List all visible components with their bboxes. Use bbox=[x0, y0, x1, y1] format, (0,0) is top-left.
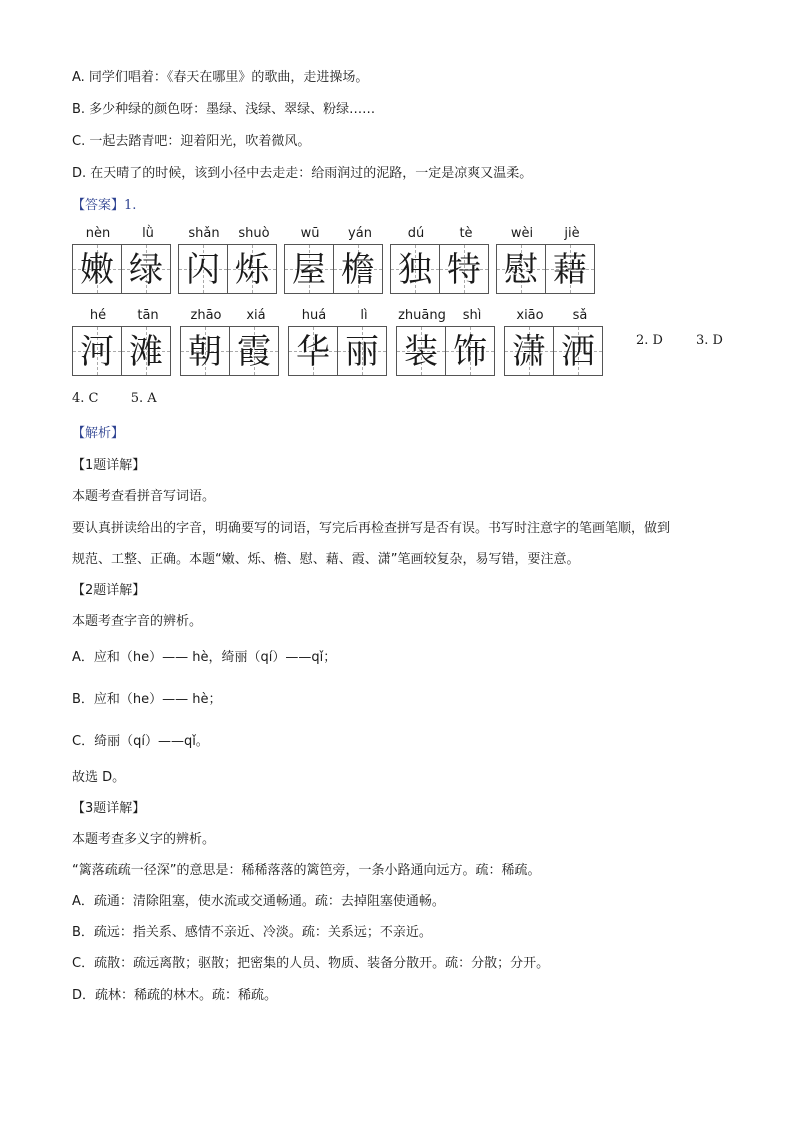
q1-title: 【1题详解】 bbox=[72, 458, 146, 473]
q3-paragraph: “篱落疏疏一径深”的意思是：稀稀落落的篱笆旁，一条小路通向远方。疏：稀疏。 bbox=[72, 863, 541, 878]
pinyin-grid-row-2 bbox=[72, 308, 772, 388]
hanzi: 烁 bbox=[235, 250, 269, 290]
pinyin: lì bbox=[360, 308, 368, 323]
hanzi: 滩 bbox=[129, 332, 163, 372]
pinyin: tè bbox=[459, 226, 473, 241]
pinyin: hé bbox=[89, 308, 107, 323]
q2-title: 【2题详解】 bbox=[72, 583, 146, 598]
pinyin: sǎ bbox=[572, 308, 588, 323]
q2-option-a: A．应和（he）—— hè，绮丽（qí）——qǐ； bbox=[72, 650, 337, 665]
q3-option-c: C．疏散：疏远离散；驱散；把密集的人员、物质、装备分散开。疏：分散；分开。 bbox=[72, 956, 550, 971]
answer-5: 5. A bbox=[130, 391, 157, 406]
q3-option-d: D．疏林：稀疏的林木。疏：稀疏。 bbox=[72, 988, 278, 1003]
hanzi: 嫩 bbox=[80, 250, 114, 290]
pinyin: lǜ bbox=[142, 226, 154, 241]
pinyin: shǎn bbox=[188, 226, 220, 241]
analysis-label: 【解析】 bbox=[72, 426, 125, 441]
pinyin: tān bbox=[137, 308, 159, 323]
hanzi: 霞 bbox=[237, 332, 271, 372]
option-a: A. 同学们唱着：《春天在哪里》的歌曲，走进操场。 bbox=[72, 70, 369, 85]
hanzi: 特 bbox=[447, 250, 481, 290]
hanzi: 朝 bbox=[188, 332, 222, 372]
hanzi: 潇 bbox=[512, 332, 546, 372]
pinyin: shì bbox=[462, 308, 482, 323]
pinyin: wū bbox=[300, 226, 320, 241]
q2-paragraph: 本题考查字音的辨析。 bbox=[72, 614, 203, 629]
hanzi: 独 bbox=[398, 250, 432, 290]
hanzi: 檐 bbox=[341, 250, 375, 290]
pinyin: nèn bbox=[85, 226, 111, 241]
answer-4: 4. C bbox=[72, 391, 99, 406]
pinyin: dú bbox=[407, 226, 425, 241]
hanzi: 绿 bbox=[129, 250, 163, 290]
pinyin: zhāo bbox=[190, 308, 222, 323]
option-c: C. 一起去踏青吧：迎着阳光，吹着微风。 bbox=[72, 134, 311, 149]
option-b: B. 多少种绿的颜色呀：墨绿、浅绿、翠绿、粉绿…… bbox=[72, 102, 376, 117]
pinyin: yán bbox=[348, 226, 372, 241]
hanzi: 屋 bbox=[292, 250, 326, 290]
pinyin-grid-row-1 bbox=[72, 226, 612, 306]
q1-paragraph: 规范、工整、正确。本题“嫩、烁、檐、慰、藉、霞、潇”笔画较复杂，易写错，要注意。 bbox=[72, 552, 580, 567]
answer-label: 【答案】1. bbox=[72, 198, 137, 213]
pinyin: xiāo bbox=[516, 308, 544, 323]
hanzi: 慰 bbox=[504, 250, 538, 290]
q2-option-b: B．应和（he）—— hè； bbox=[72, 692, 222, 707]
q3-title: 【3题详解】 bbox=[72, 801, 146, 816]
q1-paragraph: 本题考查看拼音写词语。 bbox=[72, 489, 216, 504]
hanzi: 丽 bbox=[345, 332, 379, 372]
option-d: D. 在天晴了的时候，该到小径中去走走：给雨润过的泥路，一定是凉爽又温柔。 bbox=[72, 166, 533, 181]
answer-2: 2. D bbox=[636, 333, 663, 348]
hanzi: 闪 bbox=[186, 250, 220, 290]
answer-3: 3. D bbox=[696, 333, 723, 348]
pinyin: huá bbox=[301, 308, 327, 323]
hanzi: 洒 bbox=[561, 332, 595, 372]
hanzi: 装 bbox=[404, 332, 438, 372]
pinyin: wèi bbox=[510, 226, 534, 241]
pinyin: jiè bbox=[564, 226, 580, 241]
q3-option-b: B．疏远：指关系、感情不亲近、冷淡。疏：关系远；不亲近。 bbox=[72, 925, 432, 940]
hanzi: 藉 bbox=[553, 250, 587, 290]
answers-4-5 bbox=[72, 391, 157, 406]
q2-conclusion: 故选 D。 bbox=[72, 770, 126, 785]
q3-paragraph: 本题考查多义字的辨析。 bbox=[72, 832, 216, 847]
hanzi: 河 bbox=[80, 332, 114, 372]
q2-option-c: C．绮丽（qí）——qǐ。 bbox=[72, 734, 209, 749]
q1-paragraph: 要认真拼读给出的字音，明确要写的词语，写完后再检查拼写是否有误。书写时注意字的笔画笔顺，做到 bbox=[72, 521, 671, 536]
hanzi: 饰 bbox=[453, 332, 487, 372]
pinyin: zhuāng bbox=[398, 308, 446, 323]
pinyin: xiá bbox=[246, 308, 266, 323]
pinyin: shuò bbox=[238, 226, 270, 241]
q3-option-a: A．疏通：清除阻塞，使水流或交通畅通。疏：去掉阻塞使通畅。 bbox=[72, 894, 445, 909]
hanzi: 华 bbox=[296, 332, 330, 372]
